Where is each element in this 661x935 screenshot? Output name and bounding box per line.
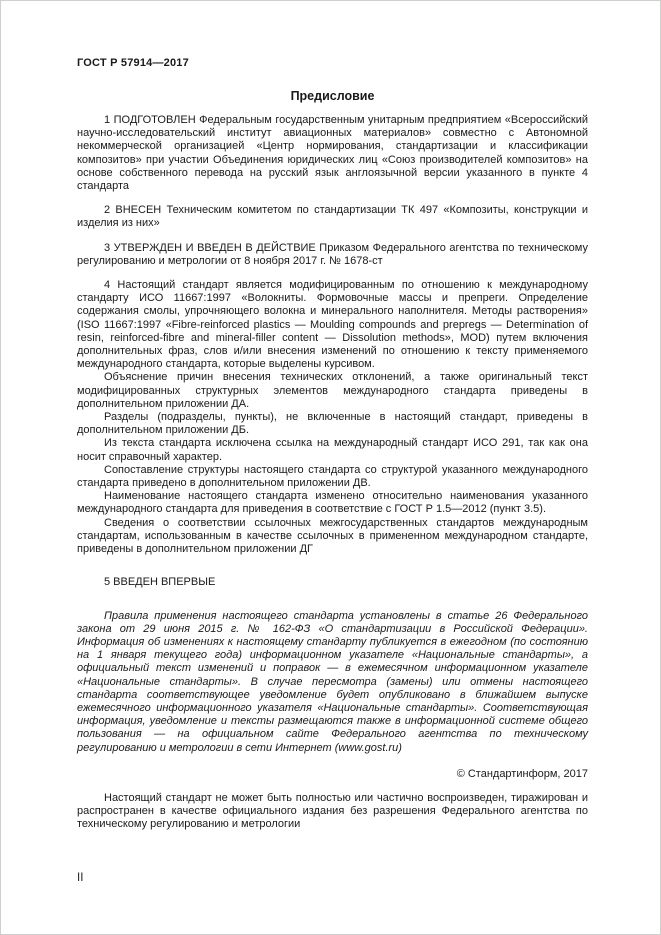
note-title-change: Наименование настоящего стандарта изменено относительно наименования указанного международного стандарта для приведения в соответствие с ГОСТ Р 1.5—2012 (пункт 3.5). <box>77 490 588 516</box>
page-number: II <box>77 872 84 884</box>
clause-2-submitted: 2 ВНЕСЕН Техническим комитетом по стандартизации ТК 497 «Композиты, конструкции и изделия из них» <box>77 204 588 230</box>
page-title: Предисловие <box>290 89 375 103</box>
clause-1-prepared: 1 ПОДГОТОВЛЕН Федеральным государственным унитарным предприятием «Всероссийский научно-исследовательский институт авиационных материалов» совместно с Автономной некоммерческой организацией «Центр нормирования, стандартизации и классификации композитов» при участии Объединения юридических лиц «Союз производителей композитов» на основе собственного перевода на русский язык англоязычной версии указанного в пункте 4 стандарта <box>77 114 588 193</box>
clause-5-first-edition: 5 ВВЕДЕН ВПЕРВЫЕ <box>104 576 216 589</box>
note-annex-db: Разделы (подразделы, пункты), не включенные в настоящий стандарт, приведены в дополнительном приложении ДБ. <box>77 411 588 437</box>
copyright-line: © Стандартинформ, 2017 <box>456 767 588 780</box>
note-annex-da: Объяснение причин внесения технических отклонений, а также оригинальный текст модифицированных структурных элементов международного стандарта приведены в дополнительном приложении ДА. <box>77 371 588 410</box>
note-annex-dv: Сопоставление структуры настоящего стандарта со структурой указанного международного стандарта приведено в дополнительном приложении ДВ. <box>77 463 588 490</box>
note-iso-291-reference: Из текста стандарта исключена ссылка на международный стандарт ИСО 291, так как она носит справочный характер. <box>77 437 588 463</box>
clause-4-modified-standard: 4 Настоящий стандарт является модифицированным по отношению к международному стандарту ИСО 11667:1997 «Волокниты. Формовочные массы и препреги. Определение содержания смолы, упрочняющего волокна и минерального наполнителя. Методы растворения» (ISO 11667:1997 «Fibre-reinforced plastics — Moulding compounds and prepregs — Determination of resin, reinforced-fibre and mineral-filler content — Dissolution methods», MOD) путем включения дополнительных фраз, слов и/или внесения изменений по отношению к тексту применяемого международного стандарта, которые выделены курсивом. <box>77 279 588 371</box>
distribution-restriction-note: Настоящий стандарт не может быть полностью или частично воспроизведен, тиражирован и распространен в качестве официального издания без разрешения Федерального агентства по техническому регулированию и метрологии <box>77 791 588 831</box>
application-rules-note: Правила применения настоящего стандарта установлены в статье 26 Федерального закона от 29 июня 2015 г. № 162-ФЗ «О стандартизации в Российской Федерации». Информация об изменениях к настоящему стандарту публикуется в ежегодном (по состоянию на 1 января текущего года) информационном указателе «Национальные стандарты», а официальный текст изменений и поправок — в ежемесячном информационном указателе «Национальные стандарты». В случае пересмотра (замены) или отмены настоящего стандарта соответствующее уведомление будет опубликовано в ближайшем выпуске ежемесячного информационного указателя «Национальные стандарты». Соответствующая информация, уведомление и тексты размещаются также в информационной системе общего пользования — на официальном сайте Федерального агентства по техническому регулированию и метрологии в сети Интернет (www.gost.ru) <box>77 609 588 754</box>
clause-3-approved: 3 УТВЕРЖДЕН И ВВЕДЕН В ДЕЙСТВИЕ Приказом Федерального агентства по техническому регулированию и метрологии от 8 ноября 2017 г. № 1678-ст <box>77 241 588 267</box>
document-code: ГОСТ Р 57914—2017 <box>77 57 189 69</box>
note-annex-dg: Сведения о соответствии ссылочных межгосударственных стандартов международным стандартам, использованным в качестве ссылочных в примененном международном стандарте, приведены в дополнительном приложении ДГ <box>77 516 588 556</box>
